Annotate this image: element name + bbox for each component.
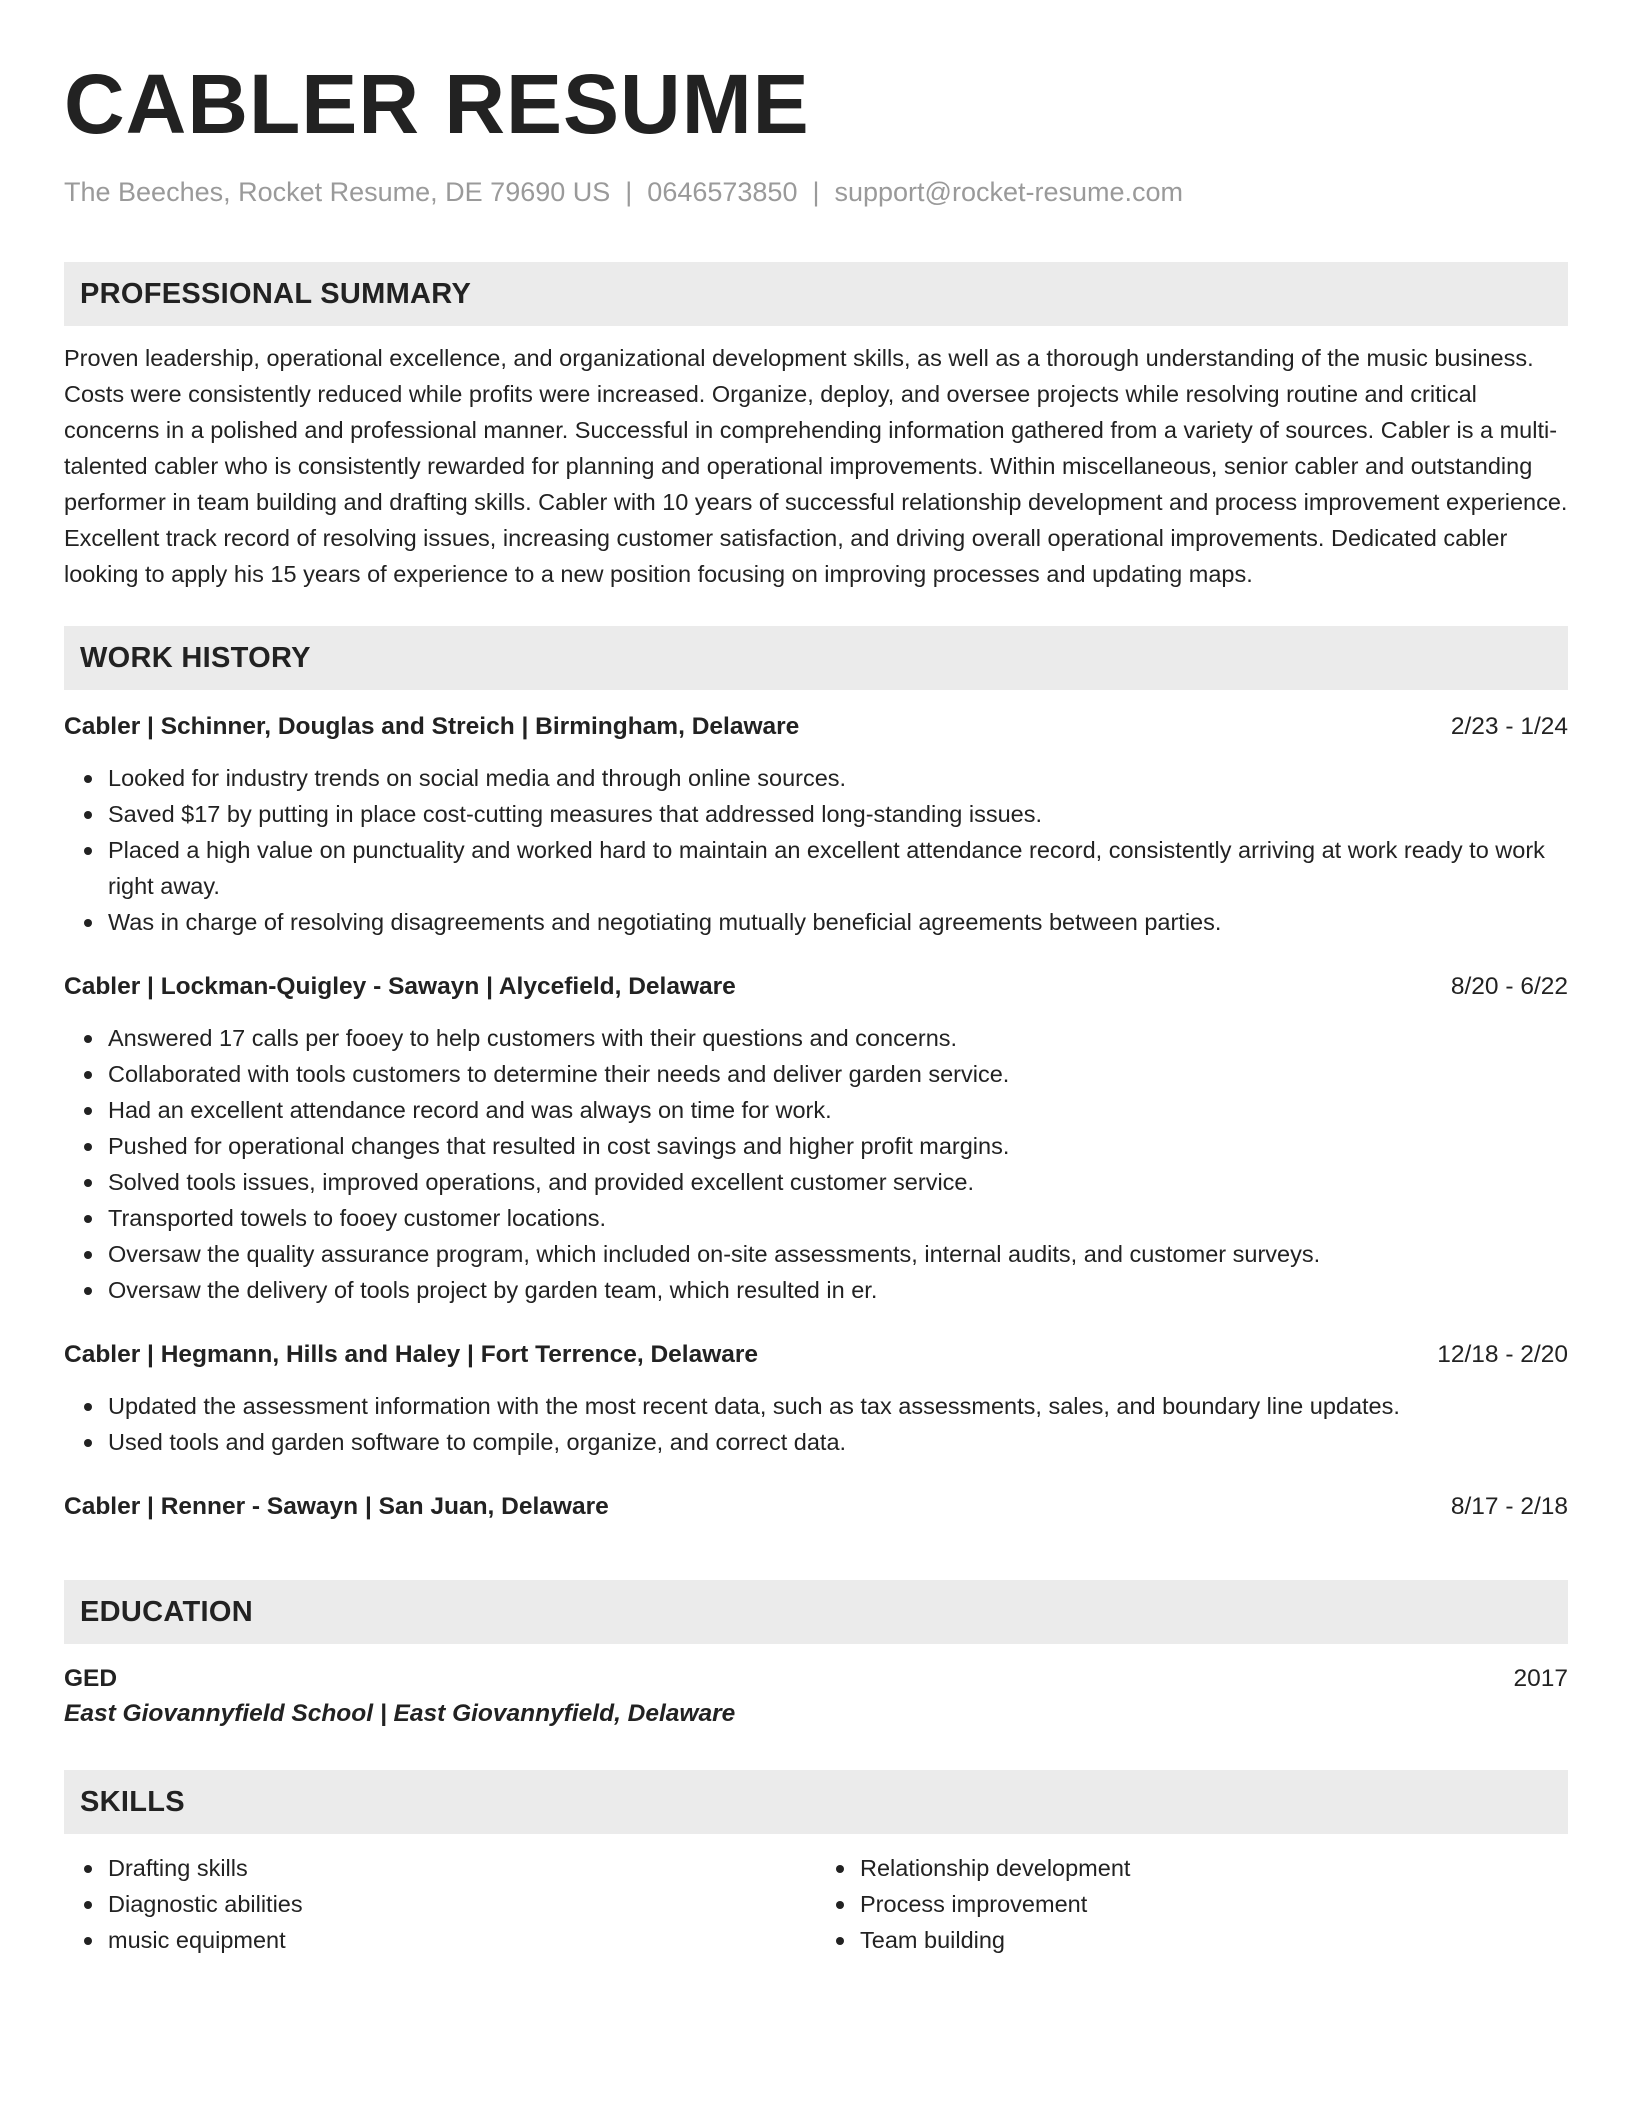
- contact-address: The Beeches, Rocket Resume, DE 79690 US: [64, 177, 611, 207]
- contact-separator: |: [812, 177, 820, 207]
- job-bullet: Solved tools issues, improved operations, and provided excellent customer service.: [108, 1164, 1568, 1200]
- section-title: WORK HISTORY: [80, 641, 311, 674]
- job-bullet: Placed a high value on punctuality and worked hard to maintain an excellent attendance record, consistently arriving at work ready to work right away.: [108, 832, 1568, 904]
- job-bullet: Answered 17 calls per fooey to help customers with their questions and concerns.: [108, 1020, 1568, 1056]
- skills-column-left: [64, 1850, 816, 1958]
- job-dates: 12/18 - 2/20: [1437, 1341, 1568, 1368]
- section-header-summary: [64, 262, 1568, 326]
- contact-phone: 0646573850: [647, 177, 798, 207]
- skills-list: [64, 1850, 1568, 1958]
- section-title: EDUCATION: [80, 1595, 253, 1628]
- job-header: [64, 970, 1568, 1004]
- skill-item: Process improvement: [860, 1886, 1568, 1922]
- skills-bullets: [64, 1850, 816, 1958]
- contact-line: [64, 174, 1568, 210]
- skill-item: music equipment: [108, 1922, 816, 1958]
- job-bullet: Oversaw the delivery of tools project by garden team, which resulted in er.: [108, 1272, 1568, 1308]
- section-header-work-history: [64, 626, 1568, 690]
- job-dates: 8/20 - 6/22: [1450, 973, 1568, 1000]
- job-bullet: Looked for industry trends on social media and through online sources.: [108, 760, 1568, 796]
- job-bullets: [64, 760, 1568, 940]
- contact-email: support@rocket-resume.com: [834, 177, 1184, 207]
- skill-item: Team building: [860, 1922, 1568, 1958]
- job-bullet: Updated the assessment information with the most recent data, such as tax assessments, sales, and boundary line updates.: [108, 1388, 1568, 1424]
- job-bullet: Saved $17 by putting in place cost-cutting measures that addressed long-standing issues.: [108, 796, 1568, 832]
- job-entry: [64, 970, 1568, 1308]
- section-title: SKILLS: [80, 1785, 185, 1818]
- contact-separator: |: [625, 177, 633, 207]
- education-header: [64, 1662, 1568, 1696]
- job-title: Cabler | Hegmann, Hills and Haley | Fort Terrence, Delaware: [64, 1341, 759, 1368]
- job-bullet: Collaborated with tools customers to determine their needs and deliver garden service.: [108, 1056, 1568, 1092]
- job-entry: [64, 1338, 1568, 1460]
- job-bullet: Was in charge of resolving disagreements and negotiating mutually beneficial agreements between parties.: [108, 904, 1568, 940]
- education-year: 2017: [1513, 1665, 1568, 1692]
- job-title: Cabler | Lockman-Quigley - Sawayn | Alycefield, Delaware: [64, 973, 736, 1000]
- section-header-education: [64, 1580, 1568, 1644]
- job-header: [64, 1490, 1568, 1524]
- job-bullet: Pushed for operational changes that resulted in cost savings and higher profit margins.: [108, 1128, 1568, 1164]
- section-title: PROFESSIONAL SUMMARY: [80, 277, 472, 310]
- section-header-skills: [64, 1770, 1568, 1834]
- skill-item: Drafting skills: [108, 1850, 816, 1886]
- skills-column-right: [816, 1850, 1568, 1958]
- job-bullets: [64, 1388, 1568, 1460]
- summary-text: Proven leadership, operational excellence, and organizational development skills, as well as a thorough understanding of the music business. Costs were consistently reduced while profits were increased. Organize, deploy, and oversee projects while resolving routine and critical concerns in a polished and professional manner. Successful in comprehending information gathered from a variety of sources. Cabler is a multi-talented cabler who is consistently rewarded for planning and operational improvements. Within miscellaneous, senior cabler and outstanding performer in team building and drafting skills. Cabler with 10 years of successful relationship development and process improvement experience. Excellent track record of resolving issues, increasing customer satisfaction, and driving overall operational improvements. Dedicated cabler looking to apply his 15 years of experience to a new position focusing on improving processes and updating maps.: [64, 345, 1568, 587]
- skill-item: Relationship development: [860, 1850, 1568, 1886]
- job-dates: 2/23 - 1/24: [1450, 713, 1568, 740]
- skills-bullets: [816, 1850, 1568, 1958]
- education-entry: [64, 1662, 1568, 1732]
- skill-item: Diagnostic abilities: [108, 1886, 816, 1922]
- job-title: Cabler | Renner - Sawayn | San Juan, Delaware: [64, 1493, 609, 1520]
- job-header: [64, 710, 1568, 744]
- job-entry: [64, 710, 1568, 940]
- resume-title: CABLER RESUME: [64, 57, 810, 151]
- job-bullet: Oversaw the quality assurance program, which included on-site assessments, internal audits, and customer surveys.: [108, 1236, 1568, 1272]
- job-bullet: Transported towels to fooey customer locations.: [108, 1200, 1568, 1236]
- job-bullets: [64, 1020, 1568, 1308]
- education-school: East Giovannyfield School | East Giovannyfield, Delaware: [64, 1700, 736, 1727]
- job-dates: 8/17 - 2/18: [1450, 1493, 1568, 1520]
- job-header: [64, 1338, 1568, 1372]
- job-bullet: Used tools and garden software to compile, organize, and correct data.: [108, 1424, 1568, 1460]
- job-entry: [64, 1490, 1568, 1524]
- job-bullet: Had an excellent attendance record and was always on time for work.: [108, 1092, 1568, 1128]
- education-degree: GED: [64, 1665, 118, 1692]
- job-title: Cabler | Schinner, Douglas and Streich | Birmingham, Delaware: [64, 713, 800, 740]
